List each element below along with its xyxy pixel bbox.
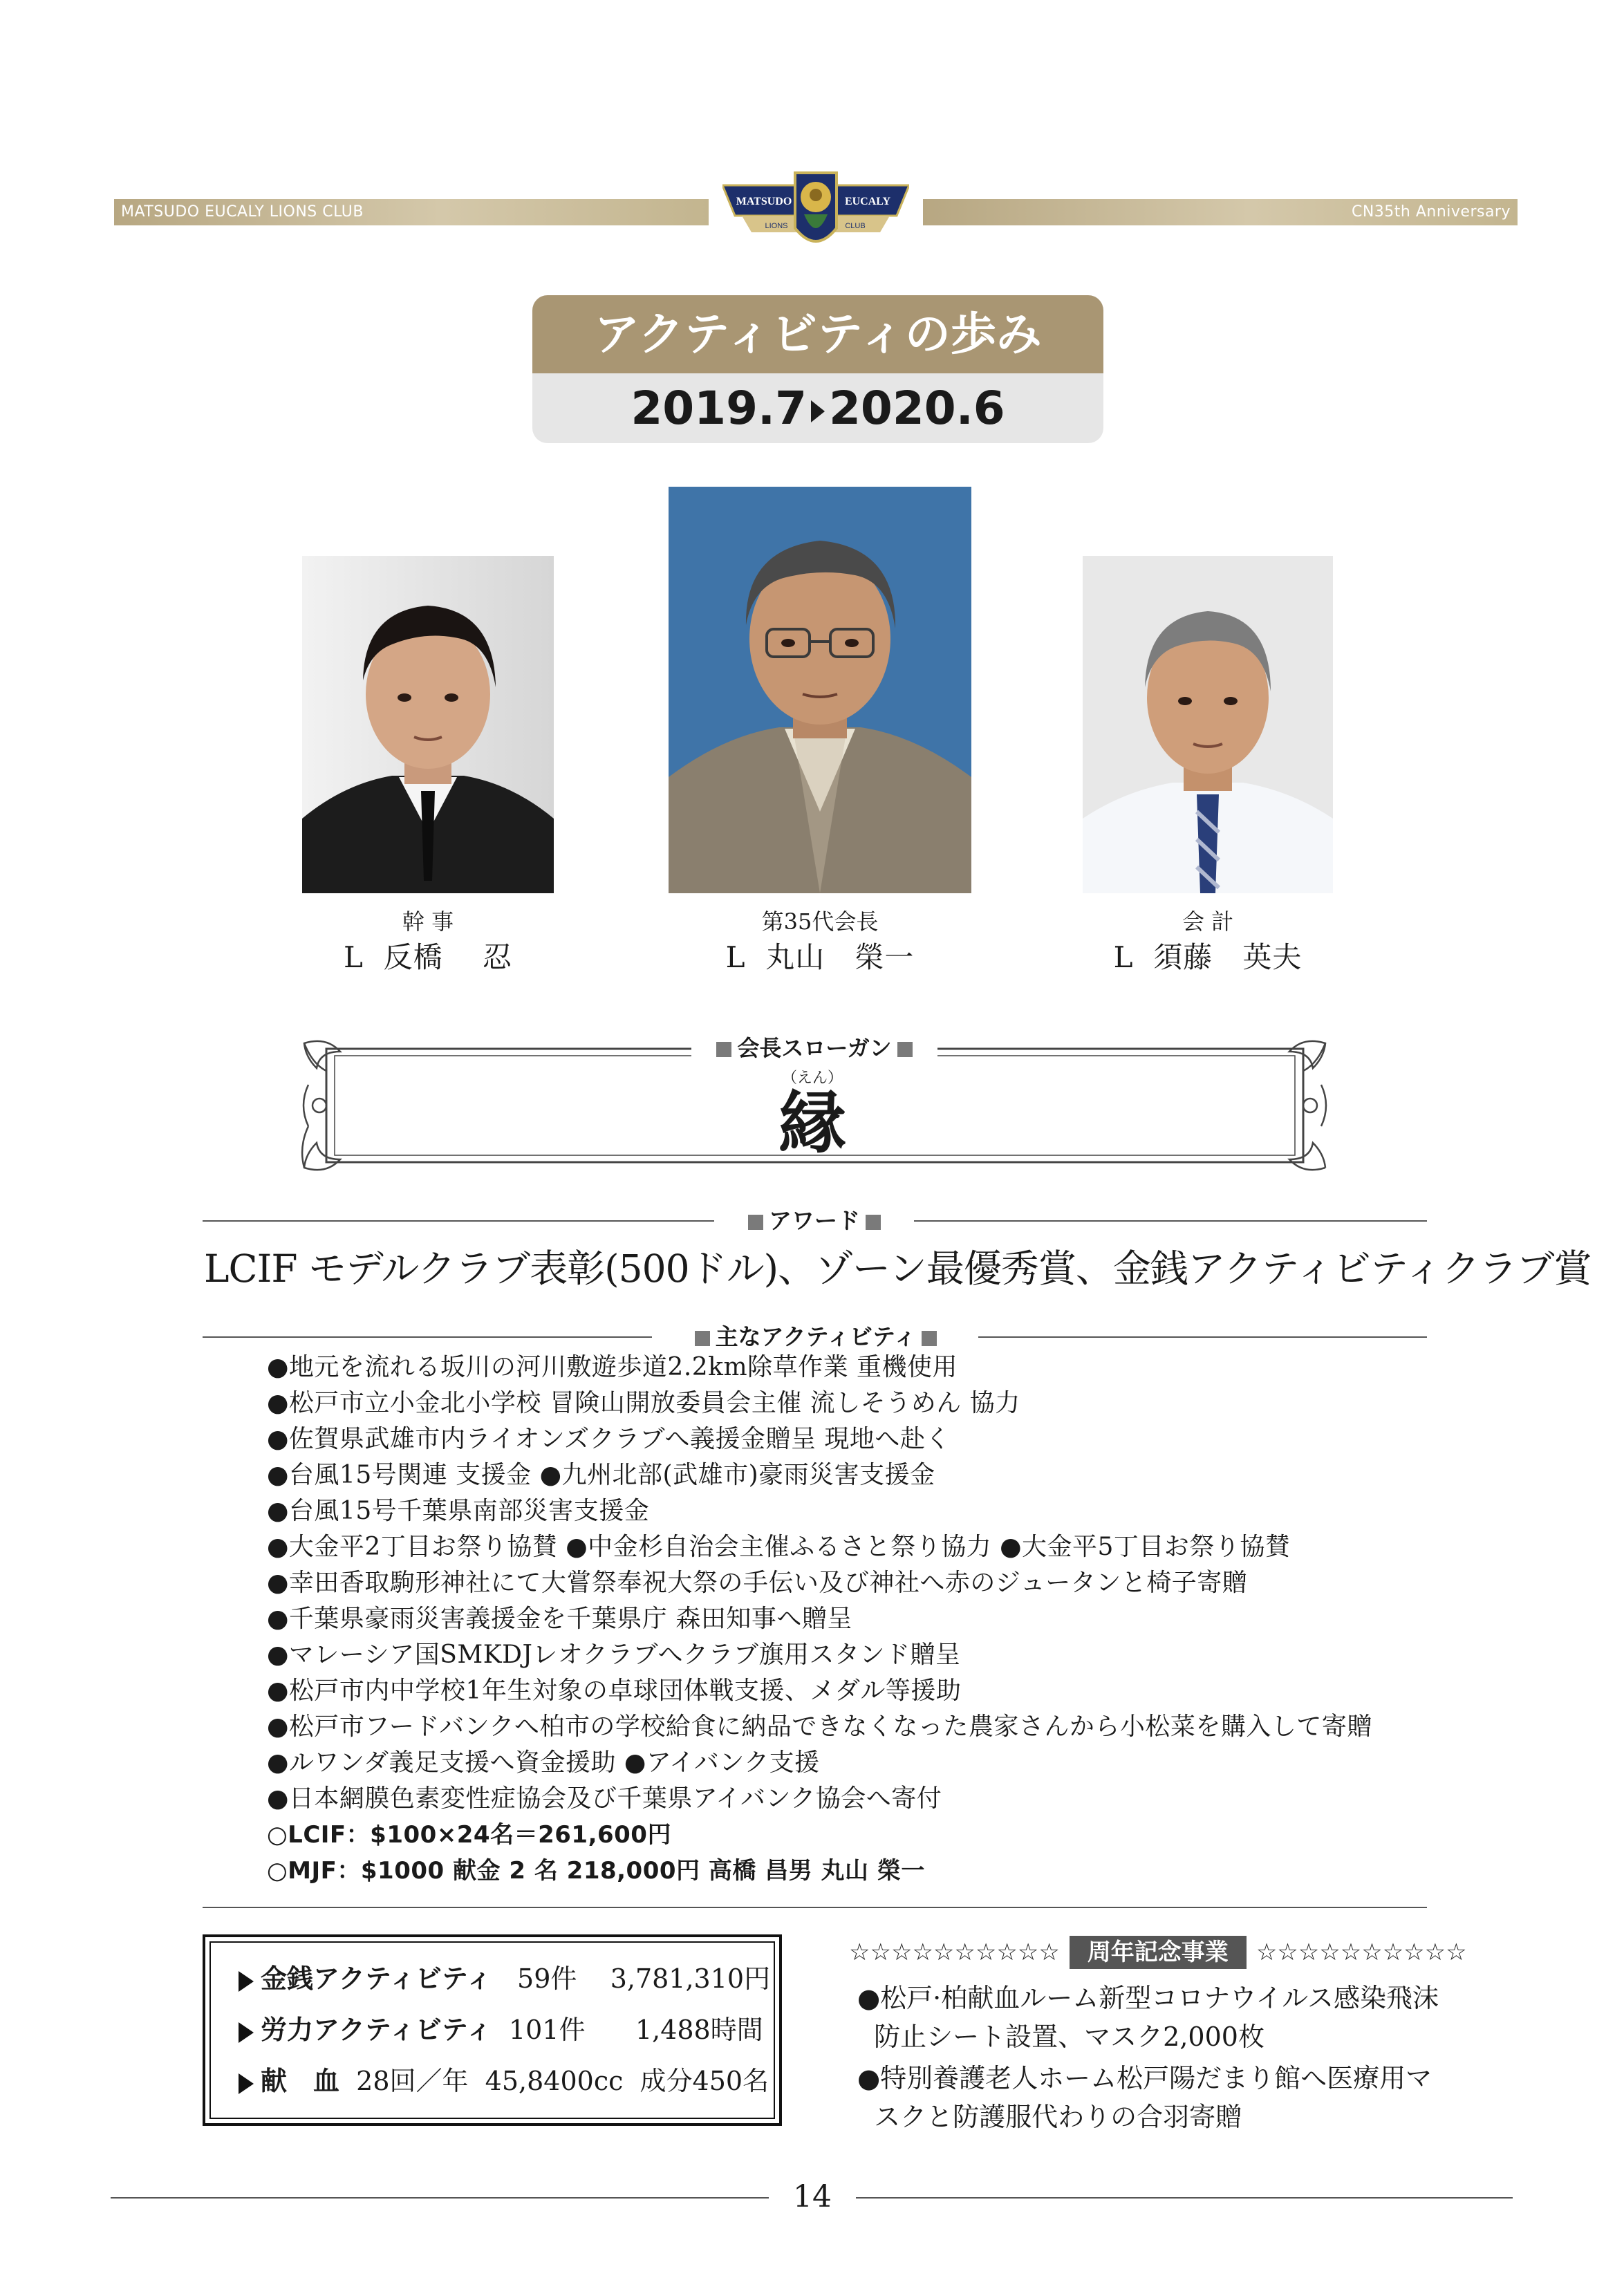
triangle-bullet-icon	[239, 1971, 254, 1992]
activities-heading	[660, 1323, 971, 1351]
list-item: ●松戸市内中学校1年生対象の卓球団体戦支援、メダル等援助	[267, 1677, 962, 1705]
emblem-sub-right: CLUB	[845, 222, 866, 230]
officer-role-secretary: 幹 事	[402, 908, 454, 935]
anniversary-item: 防止シート設置、マスク2,000枚	[857, 2022, 1264, 2052]
square-bullet-icon	[695, 1331, 710, 1346]
summary-label: 労力アクティビティ	[261, 2015, 492, 2045]
lions-club-emblem-icon	[722, 166, 909, 256]
summary-row	[239, 2009, 763, 2051]
page-title: アクティビティの歩み	[532, 295, 1103, 373]
list-item: ●ルワンダ義足支援へ資金援助 ●アイバンク支援	[267, 1748, 820, 1777]
square-bullet-icon	[922, 1331, 937, 1346]
donation-item: ○MJF：$1000 献金 2 名 218,000円 高橋 昌男 丸山 榮一	[267, 1857, 925, 1885]
award-text: LCIF モデルクラブ表彰(500ドル)、ゾーン最優秀賞、金銭アクティビティクラブ賞	[204, 1247, 1592, 1291]
emblem-sub-left: LIONS	[765, 222, 788, 230]
officer-name-president: L 丸山 榮一	[725, 940, 915, 974]
anniversary-label: CN35th Anniversary	[1351, 203, 1511, 221]
activities-rule-left	[203, 1336, 652, 1338]
anniversary-band	[923, 199, 1518, 225]
emblem-banner-right: EUCALY	[844, 196, 891, 207]
emblem-banner-left: MATSUDO	[736, 196, 792, 207]
list-item: ●松戸市フードバンクへ柏市の学校給食に納品できなくなった農家さんから小松菜を購入して寄贈	[267, 1712, 1372, 1741]
officer-name-treasurer: L 須藤 英夫	[1113, 940, 1303, 974]
triangle-bullet-icon	[239, 2022, 254, 2043]
list-item: ●マレーシア国SMKDJレオクラブへクラブ旗用スタンド贈呈	[267, 1641, 961, 1669]
anniversary-heading	[849, 1936, 1467, 1969]
summary-row	[239, 1958, 770, 1999]
award-rule-left	[203, 1220, 714, 1222]
officer-name-secretary: L 反橋 忍	[344, 940, 512, 974]
activities-list	[267, 1350, 1372, 1889]
anniversary-heading-text: 周年記念事業	[1070, 1936, 1247, 1969]
slogan-heading-text: 会長スローガン	[737, 1035, 892, 1061]
period	[532, 373, 1103, 443]
officer-photo-treasurer	[1083, 556, 1333, 893]
list-item: ●佐賀県武雄市内ライオンズクラブへ義援金贈呈 現地へ赴く	[267, 1425, 951, 1453]
anniversary-item: ●特別養護老人ホーム松戸陽だまり館へ医療用マ	[857, 2063, 1432, 2093]
officer-role-treasurer: 会 計	[1182, 908, 1234, 935]
list-item: ●大金平2丁目お祭り協賛 ●中金杉自治会主催ふるさと祭り協力 ●大金平5丁目お祭り協賛	[267, 1533, 1291, 1561]
square-bullet-icon	[748, 1215, 763, 1230]
activities-rule-right	[978, 1336, 1427, 1338]
activities-heading-text: 主なアクティビティ	[715, 1323, 917, 1350]
list-item: ●台風15号関連 支援金 ●九州北部(武雄市)豪雨災害支援金	[267, 1461, 935, 1489]
list-item: ●地元を流れる坂川の河川敷遊歩道2.2km除草作業 重機使用	[267, 1353, 958, 1381]
club-name: MATSUDO EUCALY LIONS CLUB	[121, 203, 364, 221]
period-start: 2019.7	[631, 382, 807, 435]
period-end: 2020.6	[829, 382, 1005, 435]
list-item: ●幸田香取駒形神社にて大嘗祭奉祝大祭の手伝い及び神社へ赤のジュータンと椅子寄贈	[267, 1569, 1248, 1597]
summary-row	[239, 2060, 769, 2102]
summary-value: 28回／年 45,8400cc 成分450名	[339, 2066, 769, 2096]
footer-rule-left	[111, 2197, 769, 2199]
award-heading-text: アワード	[769, 1207, 860, 1234]
anniversary-item: ●松戸·柏献血ルーム新型コロナウイルス感染飛沫	[857, 1983, 1439, 2013]
officer-role-president: 第35代会長	[761, 908, 879, 935]
square-bullet-icon	[897, 1042, 913, 1057]
triangle-bullet-icon	[239, 2073, 254, 2094]
list-item: ●千葉県豪雨災害義援金を千葉県庁 森田知事へ贈呈	[267, 1605, 852, 1633]
summary-value: 101件 1,488時間	[492, 2015, 763, 2045]
square-bullet-icon	[716, 1042, 731, 1057]
slogan-text: 縁	[778, 1083, 846, 1163]
club-name-band	[114, 199, 709, 225]
list-item: ●台風15号千葉県南部災害支援金	[267, 1497, 650, 1525]
summary-divider	[203, 1907, 1427, 1908]
donation-item: ○LCIF：$100×24名＝261,600円	[267, 1821, 671, 1849]
arrow-right-icon	[811, 400, 825, 422]
officer-photo-president	[669, 487, 971, 893]
summary-value: 59件 3,781,310円	[492, 1963, 771, 1994]
square-bullet-icon	[866, 1215, 881, 1230]
summary-label: 献 血	[261, 2066, 340, 2096]
page-number: 14	[793, 2179, 832, 2214]
slogan-ruby: （えん）	[781, 1070, 843, 1087]
list-item: ●日本網膜色素変性症協会及び千葉県アイバンク協会へ寄付	[267, 1784, 942, 1813]
footer-rule-right	[856, 2197, 1513, 2199]
list-item: ●松戸市立小金北小学校 冒険山開放委員会主催 流しそうめん 協力	[267, 1389, 1020, 1417]
slogan-heading	[691, 1034, 937, 1062]
stars-right: ☆☆☆☆☆☆☆☆☆☆	[1256, 1939, 1467, 1966]
stars-left: ☆☆☆☆☆☆☆☆☆☆	[849, 1939, 1060, 1966]
officer-photo-secretary	[302, 556, 554, 893]
award-rule-right	[914, 1220, 1427, 1222]
anniversary-item: スクと防護服代わりの合羽寄贈	[857, 2102, 1242, 2132]
summary-label: 金銭アクティビティ	[261, 1963, 492, 1994]
award-heading	[719, 1207, 910, 1235]
